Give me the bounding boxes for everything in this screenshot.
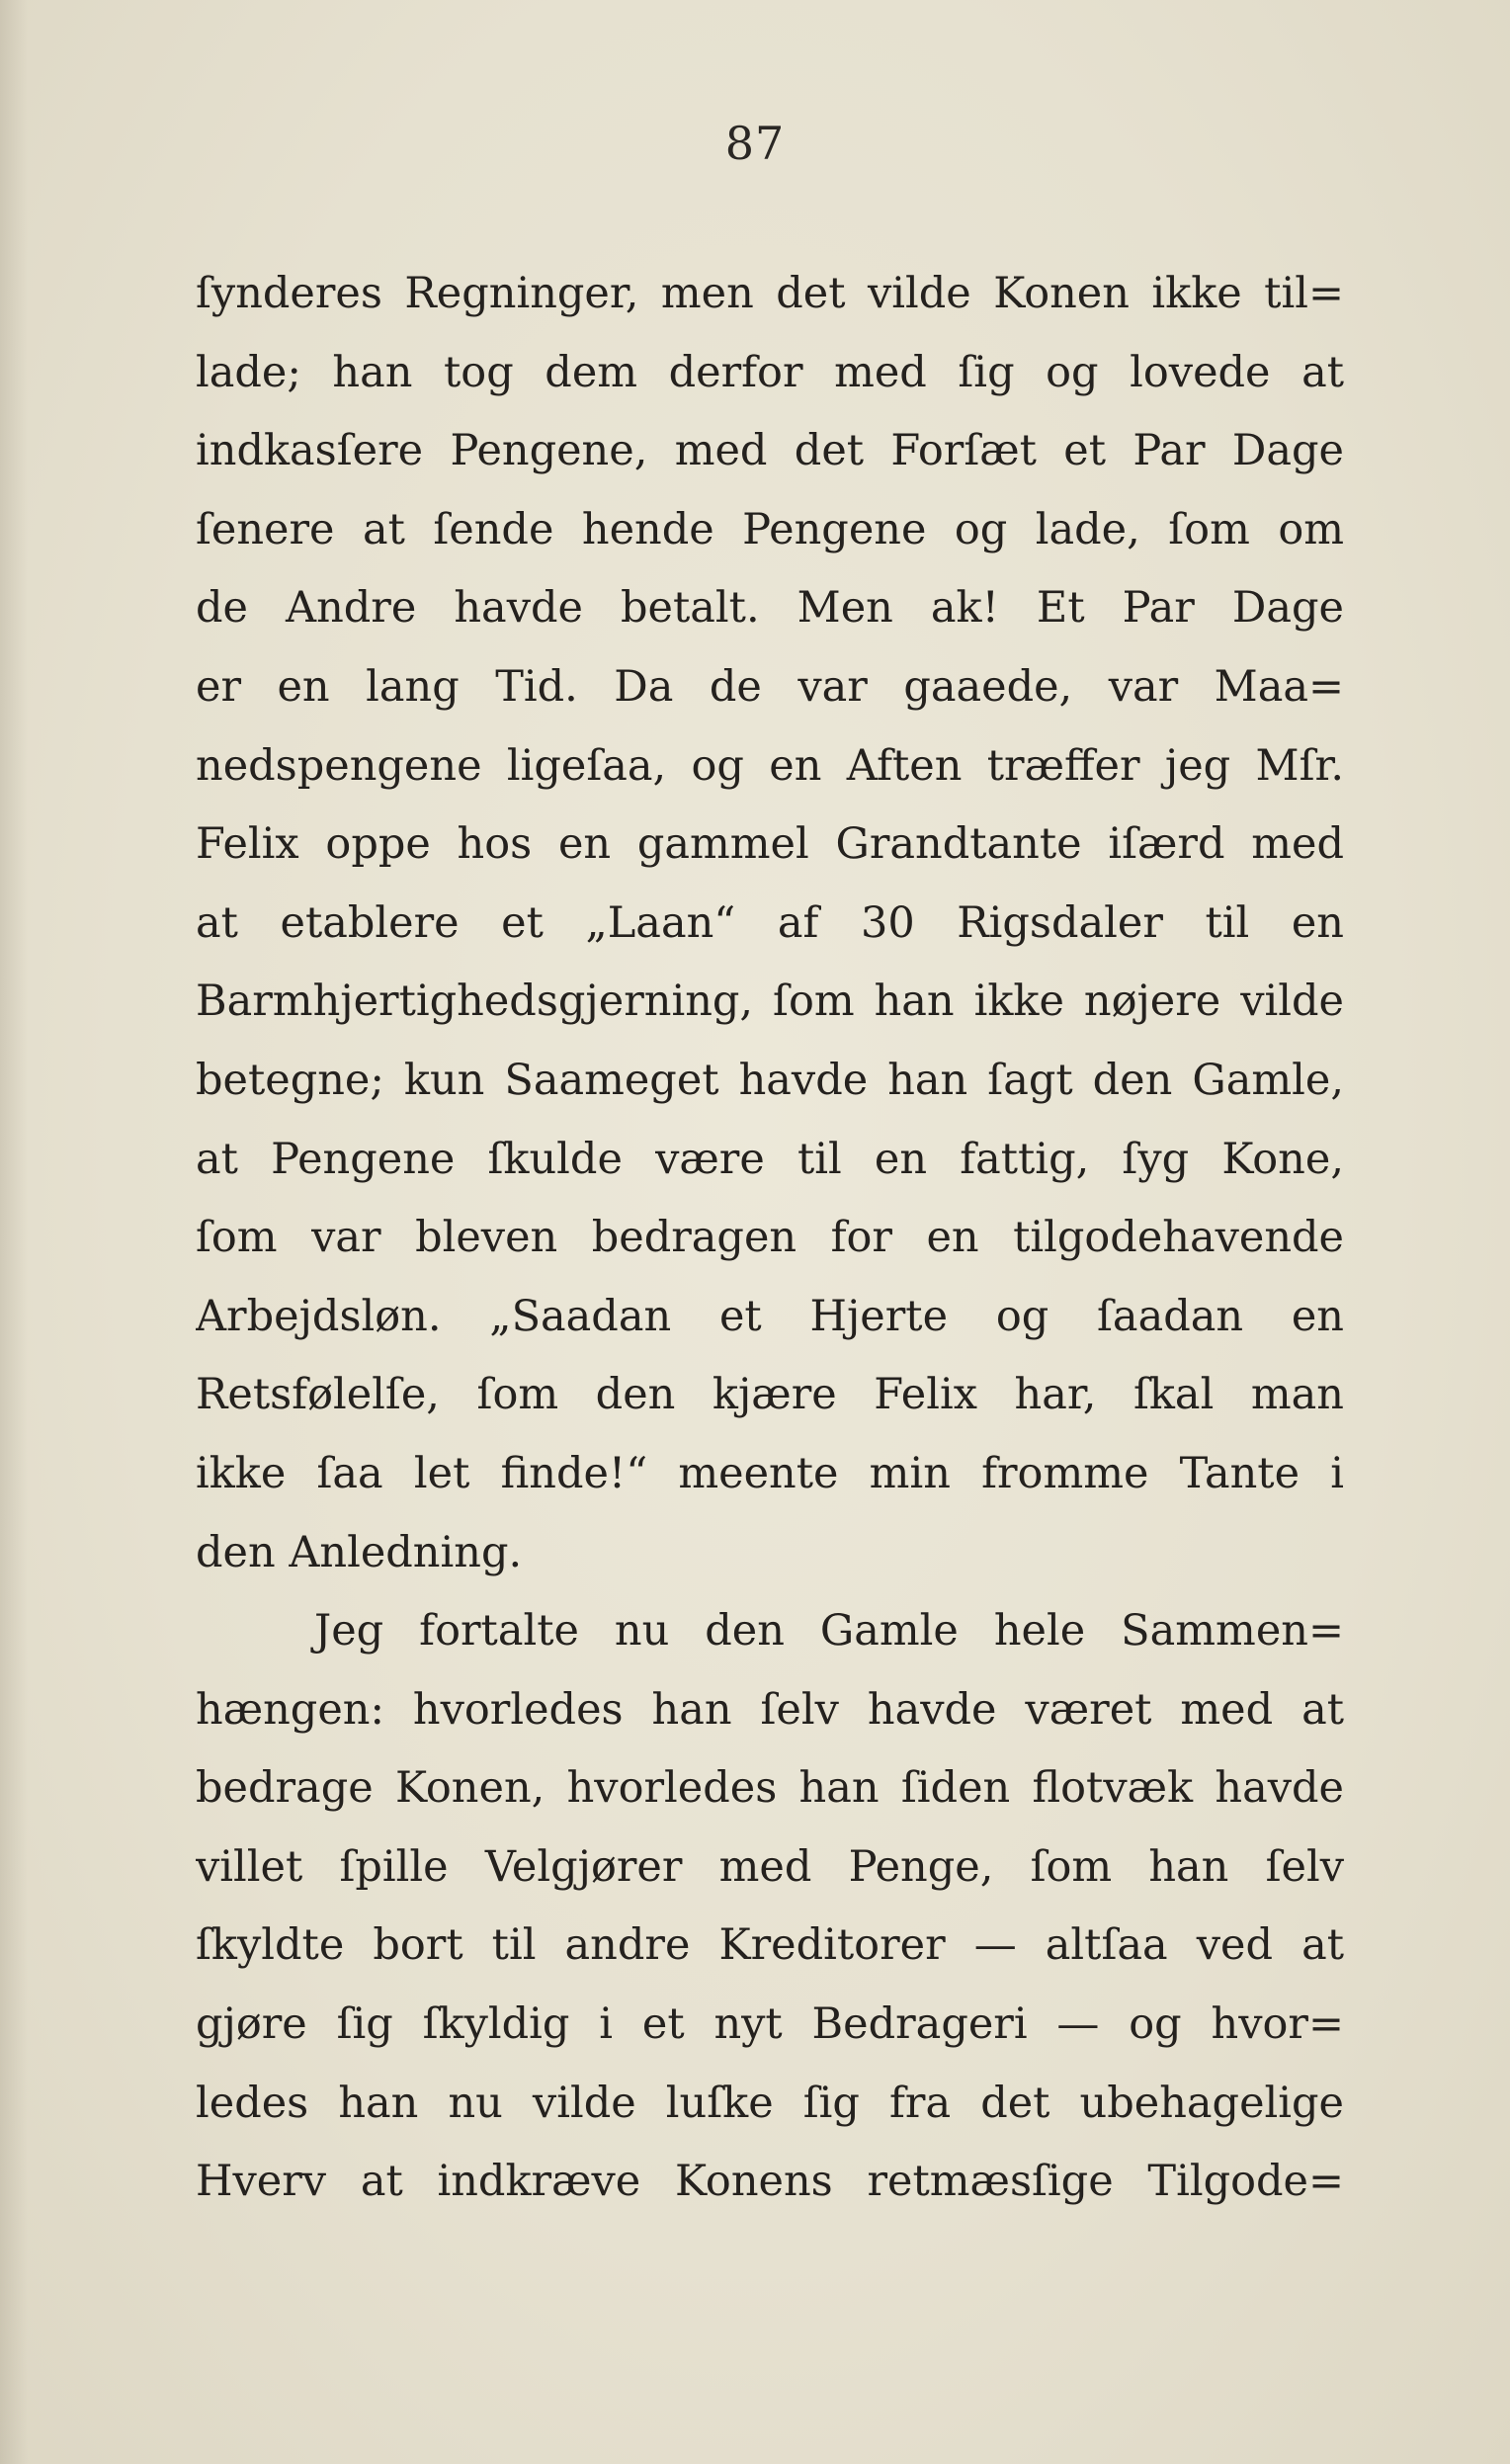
text-line: ſynderes Regninger, men det vilde Konen ikke til= (196, 269, 1344, 318)
text-line: bedrage Konen, hvorledes han ſiden flotvæk havde (196, 1763, 1344, 1814)
text-line: Felix oppe hos en gammel Grandtante iſærd med (196, 819, 1344, 870)
text-line: Arbejdsløn. „Saadan et Hjerte og ſaadan en (196, 1291, 1344, 1341)
text-line: betegne; kun Saameget havde han ſagt den Gamle, (196, 1055, 1344, 1105)
page-gutter-shadow (0, 0, 28, 2464)
text-line: nedspengene ligeſaa, og en Aften træffer jeg Mſr. (196, 740, 1344, 791)
text-line: villet ſpille Velgjører med Penge, ſom han ſelv (196, 1841, 1344, 1892)
text-line: ikke ſaa let finde!“ meente min fromme Tante i (196, 1448, 1344, 1498)
text-line: Hverv at indkræve Konens retmæsſige Tilgode= (196, 2157, 1344, 2207)
text-line: lade; han tog dem derfor med ſig og lovede at (196, 347, 1344, 397)
text-line: at Pengene ſkulde være til en fattig, ſyg Kone, (196, 1134, 1344, 1184)
text-line: gjøre ſig ſkyldig i et nyt Bedrageri — og hvor= (196, 1999, 1344, 2050)
text-line: den Anledning. (196, 1527, 523, 1577)
text-line: ſkyldte bort til andre Kreditorer — altſaa ved at (196, 1920, 1344, 1971)
text-line: ledes han nu vilde luſke ſig fra det ubehagelige (196, 2078, 1344, 2128)
text-line: Jeg fortalte nu den Gamle hele Sammen= (314, 1606, 1344, 1657)
text-line: at etablere et „Laan“ af 30 Rigsdaler til en (196, 897, 1344, 948)
body-text (196, 255, 1344, 2222)
text-line: ſom var bleven bedragen for en tilgodehavende (196, 1213, 1344, 1263)
text-line: Retsfølelſe, ſom den kjære Felix har, ſkal man (196, 1370, 1344, 1420)
text-line: hængen: hvorledes han ſelv havde været med at (196, 1684, 1344, 1735)
text-line: Barmhjertighedsgjerning, ſom han ikke nøjere vilde (196, 977, 1344, 1027)
text-line: indkasſere Pengene, med det Forſæt et Par Dage (196, 426, 1344, 476)
text-line: ſenere at ſende hende Pengene og lade, ſom om (196, 504, 1344, 554)
text-line: de Andre havde betalt. Men ak! Et Par Dage (196, 583, 1344, 634)
text-line: er en lang Tid. Da de var gaaede, var Maa= (196, 661, 1344, 712)
page-number: 87 (724, 117, 786, 170)
